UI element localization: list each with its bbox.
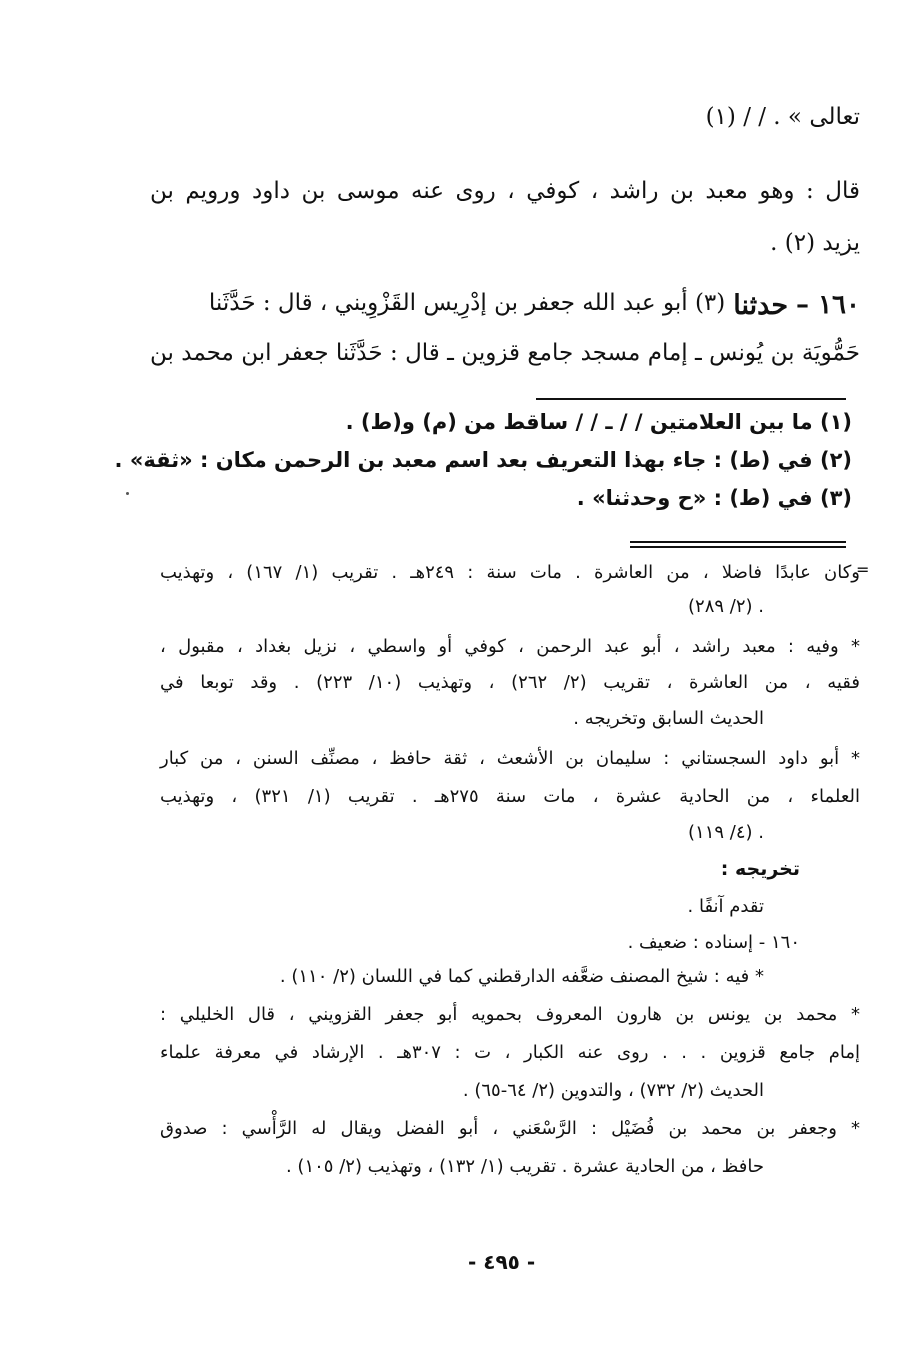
takhrij-heading: تخريجه :: [720, 858, 800, 880]
isnad-note-3-line-1: * وجعفر بن محمد بن فُضَيْل : الرَّسْعَني ، أبو الفضل ويقال له الرَّأْسي : صدوق: [160, 1118, 860, 1139]
main-line-1: تعالى » . / / (١): [705, 104, 860, 130]
footnote-1: (١) ما بين العلامتين / / ـ / / ساقط من (م) و(ط) .: [345, 410, 852, 434]
note-2-line-1: * وفيه : معبد راشد ، أبو عبد الرحمن ، كوفي أو واسطي ، نزيل بغداد ، مقبول ،: [160, 636, 860, 657]
footnote-separator: [536, 398, 846, 400]
hadith-opening-word: حدثنا: [733, 290, 789, 321]
main-line-5: حَمُّويَة بن يُونس ـ إمام مسجد جامع قزوين ـ قال : حَدَّثَنا جعفر ابن محمد بن: [150, 340, 860, 366]
main-line-3: يزيد (٢) .: [770, 230, 860, 256]
main-line-2: قال : وهو معبد بن راشد ، كوفي ، روى عنه موسى بن داود ورويم بن: [150, 178, 860, 204]
note-3-line-2: العلماء ، من الحادية عشرة ، مات سنة ٢٧٥هـ . تقريب (١/ ٣٢١) ، وتهذيب: [160, 786, 860, 807]
hadith-line-rest: (٣) أبو عبد الله جعفر بن إدْرِيس القَزْوِيني ، قال : حَدَّثَنا: [208, 290, 726, 316]
note-1-line-1: وكان عابدًا فاضلا ، من العاشرة . مات سنة : ٢٤٩هـ . تقريب (١/ ١٦٧) ، وتهذيب: [160, 562, 860, 583]
notes-separator-top: [630, 541, 846, 543]
hadith-160-opening: [150, 290, 860, 321]
isnad-note-3-line-2: حافظ ، من الحادية عشرة . تقريب (١/ ١٣٢) ، وتهذيب (٢/ ١٠٥) .: [285, 1156, 764, 1177]
footnote-3: (٣) في (ط) : «ح وحدثنا» .: [576, 486, 852, 510]
page-number: - ٤٩٥ -: [468, 1250, 536, 1274]
notes-separator-bottom: [630, 546, 846, 548]
isnad-note-2-line-3: الحديث (٢/ ٧٣٢) ، والتدوين (٢/ ٦٤-٦٥) .: [462, 1080, 764, 1101]
note-2-line-3: الحديث السابق وتخريجه .: [573, 708, 764, 729]
margin-dot: [126, 492, 129, 495]
isnad-note-2-line-2: إمام جامع قزوين . . . روى عنه الكبار ، ت : ٣٠٧هـ . الإرشاد في معرفة علماء: [160, 1042, 860, 1063]
note-3-line-3: (٤/ ١١٩) .: [688, 822, 764, 843]
isnad-line: ١٦٠ - إسناده : ضعيف .: [627, 932, 800, 953]
note-1-line-2: (٢/ ٢٨٩) .: [688, 596, 764, 617]
isnad-note-1: * فيه : شيخ المصنف ضعَّفه الدارقطني كما في اللسان (٢/ ١١٠) .: [279, 966, 764, 987]
note-2-line-2: فقيه ، من العاشرة ، تقريب (٢/ ٢٦٢) ، وتهذيب (١٠/ ٢٢٣) . وقد توبعا في: [160, 672, 861, 693]
note-3-line-1: * أبو داود السجستاني : سليمان بن الأشعث ، ثقة حافظ ، مصنِّف السنن ، من كبار: [160, 748, 860, 769]
takhrij-text: تقدم آنفًا .: [687, 896, 764, 917]
footnote-2: (٢) في (ط) : جاء بهذا التعريف بعد اسم معبد بن الرحمن مكان : «ثقة» .: [114, 448, 852, 472]
isnad-note-2-line-1: * محمد بن يونس بن هارون المعروف بحمويه أبو جعفر القزويني ، قال الخليلي :: [160, 1004, 860, 1025]
hadith-number: ١٦٠ –: [796, 290, 860, 320]
continuation-mark: =: [856, 560, 870, 579]
